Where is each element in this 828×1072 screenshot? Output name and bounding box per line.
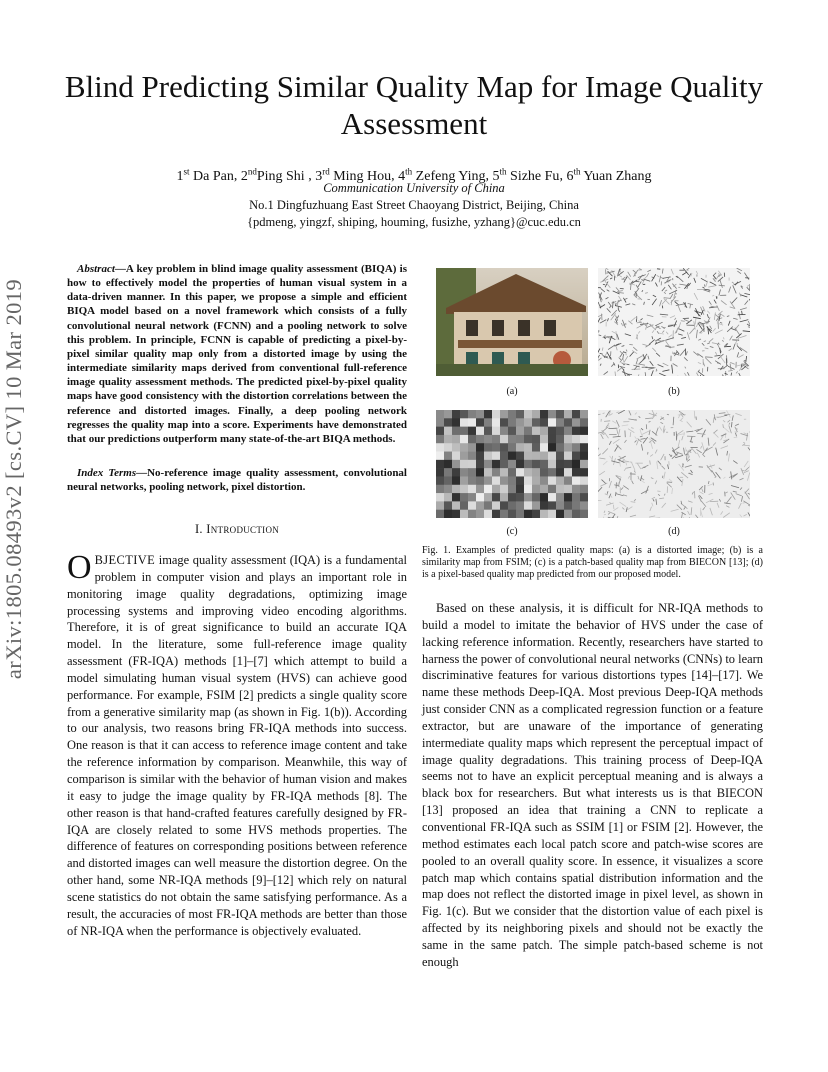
abstract-text: —A key problem in blind image quality assessment (BIQA) is how to effectively model the properties of human visual system in a data-driven manner. In this paper, we propose a simple and efficient BIQA model based on a novel framework which consists of a fully convolutional neural network (FCNN) and a pooling network to solve this problem. In principle, FCNN is capable of predicting a pixel-by-pixel similar quality map only from a distorted image by using the intermediate similarity maps derived from conventional full-reference image quality assessment methods. The predicted pixel-by-pixel quality maps have good consistency with the distortion correlations between the reference and distorted images. Finally, a deep pooling network regresses the quality map into a score. Experiments have demonstrated that our predictions outperform many state-of-the-art BIQA methods.	[67, 263, 407, 445]
patch-cell	[460, 501, 468, 510]
patch-cell	[444, 485, 452, 494]
figure-distorted-image	[436, 268, 588, 376]
patch-cell	[452, 485, 460, 494]
patch-cell	[452, 468, 460, 477]
patch-cell	[468, 501, 476, 510]
patch-cell	[476, 452, 484, 461]
patch-cell	[532, 476, 540, 485]
patch-cell	[484, 460, 492, 469]
texture-stroke	[671, 300, 672, 305]
patch-cell	[556, 418, 564, 427]
patch-cell	[556, 460, 564, 469]
patch-cell	[524, 493, 532, 502]
patch-cell	[476, 410, 484, 419]
patch-cell	[532, 493, 540, 502]
patch-cell	[452, 460, 460, 469]
patch-cell	[540, 460, 548, 469]
patch-cell	[444, 468, 452, 477]
patch-cell	[516, 476, 524, 485]
patch-cell	[540, 418, 548, 427]
patch-cell	[548, 485, 556, 494]
patch-cell	[492, 427, 500, 436]
emails: {pdmeng, yingzf, shiping, houming, fusizhe, yzhang}@cuc.edu.cn	[247, 215, 581, 229]
patch-cell	[564, 443, 572, 452]
patch-cell	[500, 501, 508, 510]
intro-smallcaps: BJECTIVE	[94, 553, 156, 567]
texture-stroke	[724, 346, 731, 347]
patch-cell	[540, 493, 548, 502]
patch-cell	[460, 410, 468, 419]
patch-cell	[436, 485, 444, 494]
patch-cell	[460, 485, 468, 494]
patch-cell	[500, 485, 508, 494]
patch-cell	[564, 476, 572, 485]
patch-cell	[444, 501, 452, 510]
patch-cell	[540, 468, 548, 477]
patch-cell	[460, 418, 468, 427]
patch-cell	[516, 510, 524, 518]
affiliation	[60, 180, 768, 231]
patch-cell	[532, 418, 540, 427]
patch-cell	[548, 468, 556, 477]
author: 1st Da Pan	[176, 166, 234, 184]
patch-cell	[572, 435, 580, 444]
patch-cell	[564, 427, 572, 436]
figure-caption: Fig. 1. Examples of predicted quality maps: (a) is a distorted image; (b) is a similarity map from FSIM; (c) is a patch-based quality map from BIECON [13]; (d) is a pixel-based quality map predicted from our proposed model.	[422, 545, 763, 580]
texture-stroke	[724, 415, 727, 416]
patch-cell	[508, 452, 516, 461]
intro-paragraph	[67, 549, 407, 939]
patch-cell	[524, 476, 532, 485]
patch-cell	[468, 418, 476, 427]
patch-cell	[460, 427, 468, 436]
patch-cell	[532, 468, 540, 477]
patch-cell	[572, 410, 580, 419]
patch-cell	[556, 443, 564, 452]
patch-cell	[484, 510, 492, 518]
patch-cell	[580, 410, 588, 419]
patch-cell	[540, 510, 548, 518]
patch-cell	[484, 493, 492, 502]
patch-cell	[476, 435, 484, 444]
patch-cell	[516, 418, 524, 427]
patch-cell	[492, 493, 500, 502]
patch-cell	[500, 443, 508, 452]
patch-cell	[524, 485, 532, 494]
patch-cell	[548, 510, 556, 518]
patch-cell	[524, 460, 532, 469]
patch-cell	[460, 510, 468, 518]
patch-cell	[556, 476, 564, 485]
patch-cell	[492, 510, 500, 518]
patch-cell	[572, 510, 580, 518]
patch-cell	[580, 460, 588, 469]
patch-cell	[468, 452, 476, 461]
patch-cell	[564, 510, 572, 518]
patch-cell	[508, 443, 516, 452]
patch-cell	[500, 427, 508, 436]
patch-cell	[524, 452, 532, 461]
author: 6th Yuan Zhang	[566, 166, 652, 184]
patch-cell	[540, 485, 548, 494]
patch-cell	[564, 501, 572, 510]
patch-cell	[500, 493, 508, 502]
patch-cell	[484, 485, 492, 494]
patch-cell	[484, 452, 492, 461]
patch-cell	[476, 418, 484, 427]
patch-cell	[444, 493, 452, 502]
patch-cell	[572, 418, 580, 427]
patch-cell	[476, 476, 484, 485]
patch-cell	[484, 410, 492, 419]
texture-stroke	[630, 462, 633, 463]
patch-cell	[516, 468, 524, 477]
patch-cell	[564, 418, 572, 427]
patch-cell	[492, 418, 500, 427]
patch-cell	[444, 510, 452, 518]
patch-cell	[556, 452, 564, 461]
patch-cell	[516, 501, 524, 510]
patch-cell	[460, 493, 468, 502]
patch-cell	[532, 510, 540, 518]
patch-cell	[436, 443, 444, 452]
patch-cell	[516, 427, 524, 436]
address: No.1 Dingfuzhuang East Street Chaoyang District, Beijing, China	[249, 198, 579, 212]
patch-cell	[572, 476, 580, 485]
patch-cell	[572, 493, 580, 502]
patch-cell	[508, 418, 516, 427]
patch-cell	[436, 501, 444, 510]
texture-stroke	[745, 278, 749, 279]
fig-label-c: (c)	[506, 526, 518, 537]
patch-cell	[492, 501, 500, 510]
patch-cell	[492, 443, 500, 452]
section-heading: I. Introduction	[194, 522, 280, 536]
patch-cell	[580, 435, 588, 444]
patch-cell	[484, 427, 492, 436]
patch-cell	[436, 493, 444, 502]
patch-cell	[580, 418, 588, 427]
patch-cell	[524, 427, 532, 436]
patch-cell	[572, 427, 580, 436]
patch-cell	[484, 501, 492, 510]
patch-cell	[484, 418, 492, 427]
patch-cell	[532, 501, 540, 510]
patch-cell	[492, 460, 500, 469]
patch-cell	[436, 460, 444, 469]
patch-cell	[572, 468, 580, 477]
figure-pixel-map	[598, 410, 750, 518]
patch-cell	[436, 476, 444, 485]
patch-cell	[556, 468, 564, 477]
patch-cell	[460, 468, 468, 477]
patch-cell	[476, 427, 484, 436]
patch-cell	[524, 418, 532, 427]
patch-cell	[516, 435, 524, 444]
patch-cell	[548, 410, 556, 419]
patch-cell	[540, 410, 548, 419]
index-terms-label: Index Terms	[77, 467, 137, 479]
patch-cell	[436, 468, 444, 477]
patch-cell	[556, 485, 564, 494]
patch-cell	[436, 418, 444, 427]
author: 3rd Ming Hou	[315, 166, 392, 184]
patch-cell	[436, 427, 444, 436]
texture-stroke	[635, 273, 636, 276]
patch-cell	[564, 410, 572, 419]
patch-cell	[452, 476, 460, 485]
patch-cell	[540, 476, 548, 485]
intro-text: image quality assessment (IQA) is a fundamental problem in computer vision and plays an important role in monitoring image quality degradations, optimizing image processing systems and improving video encoding algorithms. Therefore, it is of great significance to build an accurate IQA model. In the literature, some full-reference image quality assessment (FR-IQA) methods [1]–[7] which attempt to build a model simulating human visual system (HVS) can achieve good performance. For example, FSIM [2] predicts a single quality score from a generative similarity map (as shown in Fig. 1(b)). According to our analysis, two reasons bring FR-IQA methods into success. One reason is that it can access to reference image content and take the reference information by comparison. Meanwhile, this way of comparison is similar with the behavior of human vision and makes it easy to judge the image quality by FR-IQA methods [8]. The other reason is that hand-crafted features carefully designed by FR-IQA are closely related to some HVS methods properties. The difference of features on corresponding positions between reference and distorted images can well measure the distortion degree. On the other hand, some NR-IQA methods [9]–[12] which rely on natural scene statistics do not obtain the same satisfying performance. As a result, the accuracies of most FR-IQA methods are better than those of NR-IQA when the performance is objectively evaluated.	[67, 553, 407, 938]
patch-cell	[516, 410, 524, 419]
arxiv-stamp: arXiv:1805.08493v2 [cs.CV] 10 Mar 2019	[1, 278, 26, 680]
patch-cell	[476, 501, 484, 510]
patch-cell	[548, 418, 556, 427]
abstract	[67, 262, 407, 446]
patch-cell	[500, 410, 508, 419]
patch-cell	[476, 485, 484, 494]
author: 4th Zefeng Ying	[398, 166, 486, 184]
patch-cell	[468, 410, 476, 419]
author-list: 1st Da Pan, 2ndPing Shi , 3rd Ming Hou, 4th Zefeng Ying, 5th Sizhe Fu, 6th Yuan Zhang	[176, 166, 652, 184]
patch-cell	[580, 493, 588, 502]
patch-cell	[436, 410, 444, 419]
patch-cell	[540, 435, 548, 444]
patch-cell	[492, 410, 500, 419]
patch-cell	[476, 460, 484, 469]
patch-cell	[548, 435, 556, 444]
patch-cell	[452, 510, 460, 518]
texture-stroke	[613, 505, 614, 509]
patch-cell	[532, 435, 540, 444]
texture-stroke	[604, 514, 606, 515]
patch-cell	[508, 493, 516, 502]
patch-cell	[516, 452, 524, 461]
patch-cell	[564, 493, 572, 502]
patch-cell	[468, 460, 476, 469]
patch-cell	[468, 510, 476, 518]
patch-cell	[564, 468, 572, 477]
patch-cell	[556, 410, 564, 419]
patch-cell	[460, 452, 468, 461]
patch-cell	[532, 427, 540, 436]
patch-cell	[556, 435, 564, 444]
patch-cell	[540, 443, 548, 452]
patch-cell	[492, 485, 500, 494]
patch-cell	[532, 410, 540, 419]
patch-cell	[484, 476, 492, 485]
patch-cell	[580, 443, 588, 452]
patch-cell	[572, 501, 580, 510]
patch-cell	[548, 476, 556, 485]
texture-stroke	[662, 306, 663, 309]
patch-cell	[564, 485, 572, 494]
patch-cell	[508, 468, 516, 477]
patch-cell	[548, 452, 556, 461]
patch-cell	[556, 501, 564, 510]
figure-patch-map	[436, 410, 588, 518]
patch-cell	[532, 452, 540, 461]
patch-cell	[500, 468, 508, 477]
patch-cell	[468, 443, 476, 452]
patch-cell	[580, 427, 588, 436]
patch-cell	[516, 460, 524, 469]
patch-cell	[540, 501, 548, 510]
patch-cell	[452, 435, 460, 444]
patch-cell	[508, 410, 516, 419]
patch-cell	[468, 427, 476, 436]
drop-cap: O	[67, 549, 92, 586]
patch-cell	[500, 435, 508, 444]
patch-cell	[452, 501, 460, 510]
index-terms	[67, 466, 407, 494]
patch-cell	[548, 427, 556, 436]
patch-cell	[492, 452, 500, 461]
patch-cell	[524, 468, 532, 477]
patch-cell	[444, 476, 452, 485]
patch-cell	[444, 427, 452, 436]
patch-cell	[444, 443, 452, 452]
patch-cell	[572, 452, 580, 461]
patch-cell	[500, 510, 508, 518]
patch-cell	[484, 443, 492, 452]
patch-cell	[524, 501, 532, 510]
patch-cell	[548, 443, 556, 452]
paper-title: Blind Predicting Similar Quality Map for Image Quality Assessment	[64, 69, 764, 141]
patch-cell	[516, 485, 524, 494]
patch-cell	[468, 476, 476, 485]
patch-cell	[500, 460, 508, 469]
patch-cell	[548, 460, 556, 469]
author: 2ndPing Shi	[240, 166, 305, 184]
patch-cell	[468, 485, 476, 494]
patch-cell	[484, 468, 492, 477]
patch-cell	[444, 410, 452, 419]
patch-cell	[436, 435, 444, 444]
patch-cell	[460, 476, 468, 485]
patch-cell	[508, 460, 516, 469]
texture-stroke	[685, 302, 686, 307]
texture-stroke	[726, 358, 727, 365]
patch-cell	[476, 510, 484, 518]
patch-cell	[556, 427, 564, 436]
patch-cell	[436, 510, 444, 518]
patch-cell	[524, 410, 532, 419]
patch-cell	[580, 468, 588, 477]
patch-cell	[452, 410, 460, 419]
patch-cell	[556, 510, 564, 518]
patch-cell	[532, 460, 540, 469]
figure-fsim-map	[598, 268, 750, 376]
institution: Communication University of China	[323, 181, 505, 195]
patch-cell	[460, 435, 468, 444]
patch-cell	[476, 468, 484, 477]
patch-cell	[508, 476, 516, 485]
patch-cell	[524, 435, 532, 444]
patch-cell	[452, 452, 460, 461]
patch-cell	[532, 443, 540, 452]
patch-cell	[516, 443, 524, 452]
patch-cell	[516, 493, 524, 502]
patch-cell	[452, 443, 460, 452]
patch-cell	[524, 510, 532, 518]
patch-cell	[452, 493, 460, 502]
patch-cell	[452, 427, 460, 436]
patch-cell	[492, 468, 500, 477]
texture-stroke	[705, 357, 712, 358]
patch-cell	[468, 435, 476, 444]
patch-cell	[508, 427, 516, 436]
fig-label-a: (a)	[506, 386, 518, 397]
patch-cell	[540, 452, 548, 461]
patch-cell	[444, 452, 452, 461]
patch-cell	[444, 418, 452, 427]
patch-cell	[508, 510, 516, 518]
texture-stroke	[713, 483, 714, 486]
patch-cell	[540, 427, 548, 436]
patch-cell	[460, 460, 468, 469]
patch-cell	[580, 501, 588, 510]
body-paragraph-right: Based on these analysis, it is difficult for NR-IQA methods to build a model to imitate the behavior of HVS under the case of lacking reference information. Recently, researchers have started to harness the power of convolutional neural networks (CNNs) to learn discriminative features for various distortions types [14]–[17]. We name these methods Deep-IQA. Most previous Deep-IQA methods just consider CNN as a complicated regression function or a feature extractor, but are unaware of the importance of generating intermediate quality maps which represent the perceptual impact of image quality degradations. This training process of Deep-IQA seems not to have an explicit perceptual meaning and is always a black box for researchers. But what interests us is that BIECON [13] proposed an idea that training a CNN to replicate a conventional FR-IQA such as SSIM [1] or FSIM [2]. However, the method estimates each local patch score and patch-wise scores are pooled to an overall quality score. In essence, it visualizes a score patch map which contains spatial distribution information and the map does not reflect the distorted image in pixel level, as shown in Fig. 1(c). But we consider that the distortion value of each pixel is affected by its neighboring pixels and should not be exactly the same in the same patch. The simple patch-based scheme is not enough	[422, 601, 763, 969]
index-terms-text: —No-reference image quality assessment, convolutional neural networks, pooling network, pixel distortion.	[67, 467, 407, 494]
patch-cell	[492, 476, 500, 485]
patch-cell	[580, 476, 588, 485]
patch-cell	[572, 485, 580, 494]
patch-cell	[572, 460, 580, 469]
patch-cell	[508, 435, 516, 444]
author: 5th Sizhe Fu	[492, 166, 560, 184]
patch-cell	[468, 468, 476, 477]
patch-cell	[436, 452, 444, 461]
patch-cell	[556, 493, 564, 502]
patch-cell	[508, 501, 516, 510]
patch-cell	[564, 452, 572, 461]
fig-label-b: (b)	[668, 386, 680, 397]
patch-cell	[452, 418, 460, 427]
texture-stroke	[667, 414, 669, 415]
patch-cell	[500, 418, 508, 427]
patch-cell	[460, 443, 468, 452]
patch-cell	[476, 443, 484, 452]
patch-cell	[564, 435, 572, 444]
patch-cell	[500, 476, 508, 485]
patch-cell	[564, 460, 572, 469]
patch-cell	[476, 493, 484, 502]
abstract-label: Abstract	[77, 263, 115, 275]
patch-cell	[508, 485, 516, 494]
patch-cell	[580, 452, 588, 461]
patch-cell	[548, 501, 556, 510]
texture-stroke	[743, 503, 746, 504]
patch-cell	[444, 460, 452, 469]
patch-cell	[500, 452, 508, 461]
patch-cell	[580, 510, 588, 518]
fig-label-d: (d)	[668, 526, 680, 537]
patch-cell	[484, 435, 492, 444]
patch-cell	[532, 485, 540, 494]
patch-cell	[468, 493, 476, 502]
patch-cell	[572, 443, 580, 452]
patch-cell	[580, 485, 588, 494]
patch-cell	[444, 435, 452, 444]
patch-cell	[548, 493, 556, 502]
patch-cell	[524, 443, 532, 452]
patch-cell	[492, 435, 500, 444]
